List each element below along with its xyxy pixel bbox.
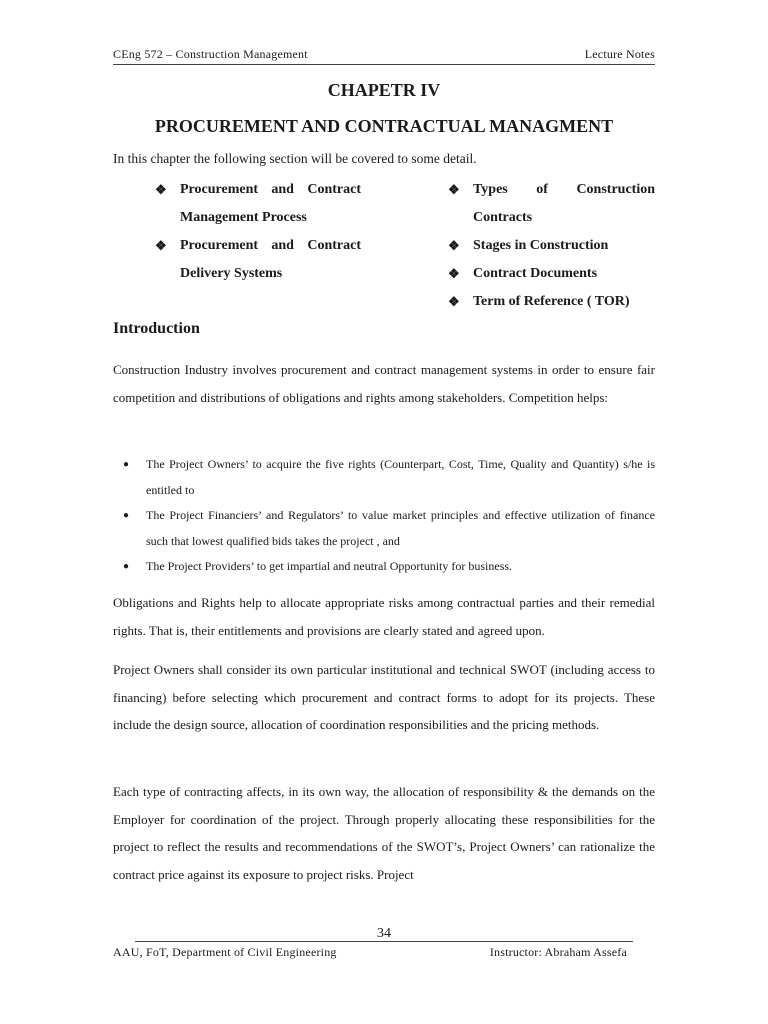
topic-text: Contract Documents [473,266,598,281]
topic-item [448,232,655,260]
section-heading-introduction: Introduction [113,320,200,337]
topic-text: Procurement and Contract Management Process [180,182,361,225]
paragraph: Obligations and Rights help to allocate appropriate risks among contractual parties and their remedial rights. That is, their entitlements and provisions are clearly stated and agreed upon. [113,595,655,638]
list-item-text: The Project Providers’ to get impartial and neutral Opportunity for business. [146,559,513,573]
topic-item [155,176,361,232]
running-footer [113,945,655,960]
diamond-bullet-icon: ❖ [448,182,460,197]
diamond-bullet-icon: ❖ [448,294,460,309]
bullet-dot-icon: ● [123,510,130,521]
diamond-bullet-icon: ❖ [155,182,167,197]
topics-list-left [155,176,361,288]
diamond-bullet-icon: ❖ [155,238,167,253]
list-item [113,503,655,554]
footer-divider [135,941,633,942]
list-item-text: The Project Financiers’ and Regulators’ to value market principles and effective utilization of finance such that lowest qualified bids takes the project , and [146,508,655,548]
header-course: CEng 572 – Construction Management [113,47,308,61]
header-doc-type: Lecture Notes [584,47,655,61]
topic-item [448,260,655,288]
bullet-dot-icon: ● [123,561,130,572]
footer-instructor: Instructor: Abraham Assefa [489,945,627,959]
running-header [113,47,655,65]
list-item-text: The Project Owners’ to acquire the five rights (Counterpart, Cost, Time, Quality and Quantity) s/he is entitled to [146,457,655,497]
bullet-list [113,452,655,580]
chapter-title: CHAPETR IV [327,80,441,100]
list-item [113,554,655,580]
topic-item [155,232,361,288]
topic-text: Term of Reference ( TOR) [473,294,630,309]
topics-list-right [448,176,655,316]
topic-item [448,288,655,316]
page-number: 34 [377,926,391,941]
footer-department: AAU, FoT, Department of Civil Engineering [113,945,337,959]
list-item [113,452,655,503]
paragraph: Construction Industry involves procurement and contract management systems in order to ensure fair competition and distributions of obligations and rights among stakeholders. Competition helps: [113,362,655,405]
paragraph: Each type of contracting affects, in its own way, the allocation of responsibility & the demands on the Employer for coordination of the project. Through properly allocating these responsibilities for the project to reflect the results and recommendations of the SWOT’s, Project Owners’ can rationalize the contract price against its exposure to project risks. Project [113,784,655,882]
diamond-bullet-icon: ❖ [448,238,460,253]
paragraph: Project Owners shall consider its own particular institutional and technical SWOT (including access to financing) before selecting which procurement and contract forms to adopt for its projects. These include the design source, allocation of coordination responsibilities and the pricing methods. [113,662,655,732]
topic-text: Procurement and Contract Delivery Systems [180,238,361,281]
chapter-intro-line: In this chapter the following section will be covered to some detail. [113,151,477,166]
chapter-subtitle: PROCUREMENT AND CONTRACTUAL MANAGMENT [154,116,614,136]
diamond-bullet-icon: ❖ [448,266,460,281]
topic-text: Stages in Construction [473,238,609,253]
bullet-dot-icon: ● [123,459,130,470]
topic-item [448,176,655,232]
topic-text: Types of Construction Contracts [473,182,655,225]
